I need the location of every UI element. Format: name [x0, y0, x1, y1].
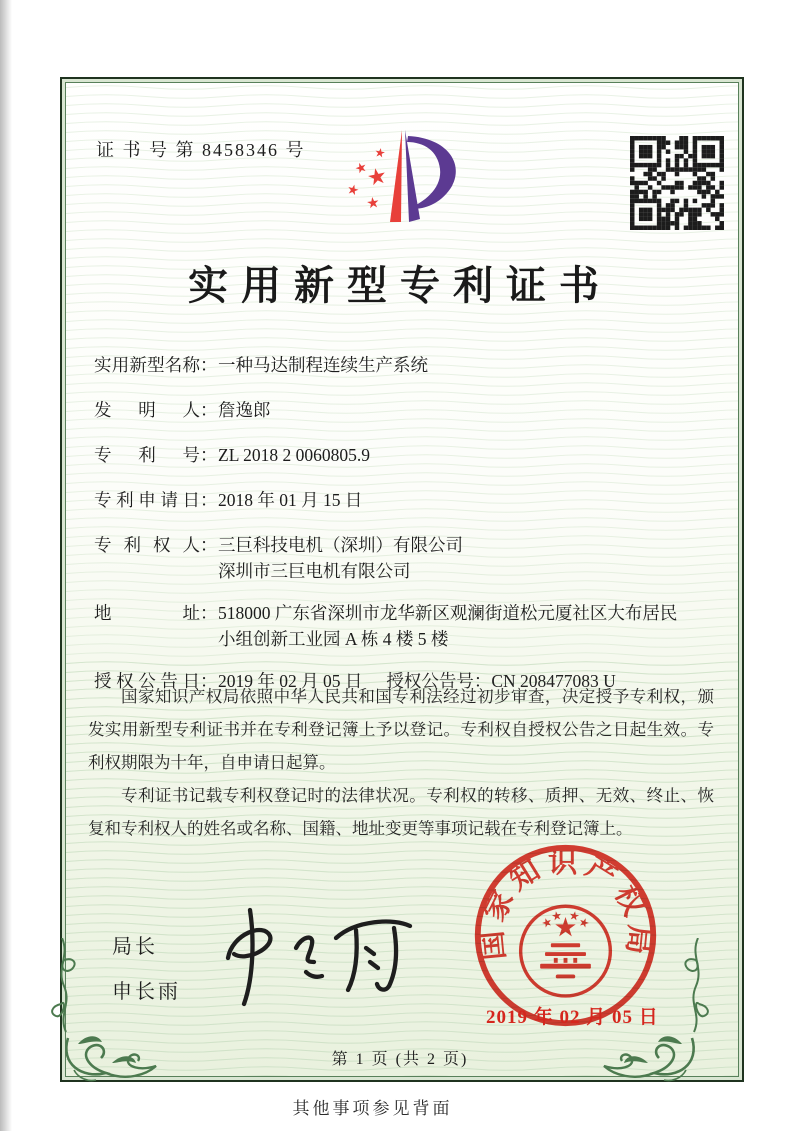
certificate-title: 实用新型专利证书 — [188, 263, 612, 308]
field-patentee: 专利权人 ： 三巨科技电机（深圳）有限公司 深圳市三巨电机有限公司 — [94, 532, 712, 584]
seal-ring-text: 国家知识产权局 — [475, 847, 656, 962]
field-inventor: 发明人 ： 詹逸郎 — [94, 397, 712, 423]
field-value: 518000 广东省深圳市龙华新区观澜街道松元厦社区大布居民小组创新工业园 A 栋 4 楼 5 楼 — [218, 603, 678, 649]
corner-flourish-icon — [602, 938, 712, 1088]
qr-code-icon — [630, 136, 724, 230]
field-label: 实用新型名称 — [94, 355, 200, 375]
field-utility-model-name: 实用新型名称 ： 一种马达制程连续生产系统 — [94, 352, 712, 378]
paragraph-register-statement: 专利证书记载专利权登记时的法律状况。专利权的转移、质押、无效、终止、恢复和专利权人的姓名或名称、国籍、地址变更等事项记载在专利登记簿上。 — [88, 786, 714, 838]
legal-text — [88, 680, 714, 845]
field-grant-number: 授权公告号 ： CN 208477083 U — [386, 668, 615, 694]
signer-title: 局长 — [112, 936, 158, 958]
field-value: 三巨科技电机（深圳）有限公司 深圳市三巨电机有限公司 — [218, 535, 463, 581]
field-label: 发明人 — [94, 400, 200, 420]
field-value: 詹逸郎 — [218, 400, 271, 420]
director-signature-icon — [198, 896, 418, 1011]
field-value: 2019 年 02 月 05 日 — [218, 671, 363, 691]
page-number: 第 1 页 (共 2 页) — [331, 1051, 469, 1068]
field-address: 地址 ： 518000 广东省深圳市龙华新区观澜街道松元厦社区大布居民小组创新工业园 A 栋 4 楼 5 楼 — [94, 600, 712, 652]
field-label: 授权公告日 — [94, 671, 200, 691]
field-filing-date: 专利申请日 ： 2018 年 01 月 15 日 — [94, 487, 712, 513]
paragraph-grant-statement: 国家知识产权局依照中华人民共和国专利法经过初步审查，决定授予专利权，颁发实用新型专利证书并在专利登记簿上予以登记。专利权自授权公告之日起生效。专利权期限为十年，自申请日起算。 — [88, 687, 714, 772]
certificate-fields — [94, 352, 712, 713]
field-label: 专利权人 — [94, 535, 200, 555]
field-label: 专利号 — [94, 445, 200, 465]
field-value: ZL 2018 2 0060805.9 — [218, 445, 370, 465]
certificate-number: 证 书 号 第 8458346 号 — [96, 140, 306, 160]
field-label: 专利申请日 — [94, 490, 200, 510]
field-value: CN 208477083 U — [491, 671, 616, 691]
cnipa-logo-icon — [330, 112, 480, 240]
field-value: 一种马达制程连续生产系统 — [218, 355, 428, 375]
field-grant-date-and-number: 授权公告日 ： 2019 年 02 月 05 日 授权公告号 ： CN 208477083 U — [94, 668, 712, 694]
seal-date: 2019 年 02 月 05 日 — [486, 1007, 659, 1028]
field-label: 地址 — [94, 603, 200, 623]
signer-name: 申长雨 — [112, 981, 181, 1003]
national-emblem-icon — [521, 906, 611, 996]
footer-note: 其他事项参见背面 — [292, 1099, 453, 1118]
field-label: 授权公告号 — [386, 671, 474, 691]
corner-flourish-icon — [48, 938, 158, 1088]
field-patent-number: 专利号 ： ZL 2018 2 0060805.9 — [94, 442, 712, 468]
field-value: 2018 年 01 月 15 日 — [218, 490, 363, 510]
